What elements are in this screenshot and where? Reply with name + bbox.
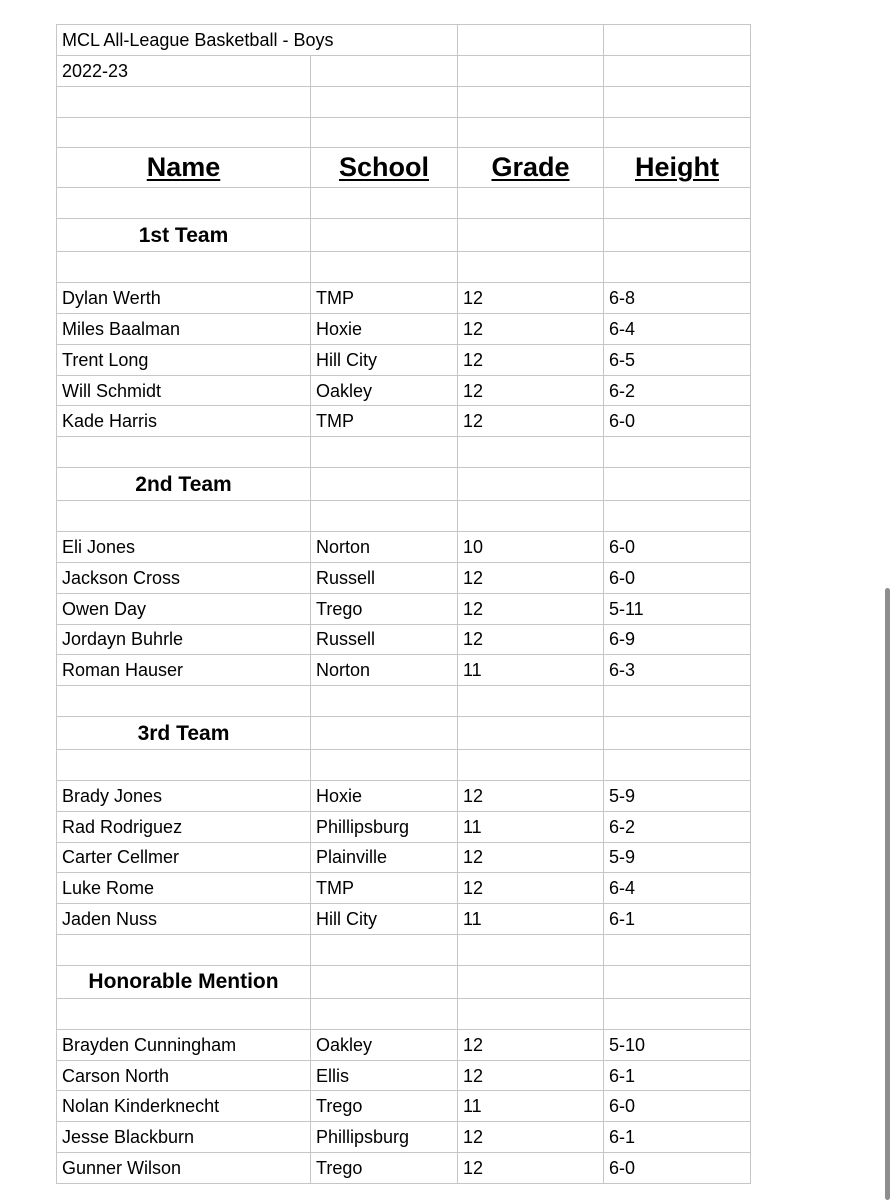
vertical-scrollbar[interactable] <box>885 588 890 1200</box>
player-grade[interactable]: 12 <box>458 1060 604 1091</box>
cell[interactable] <box>458 686 604 717</box>
player-name[interactable]: Gunner Wilson <box>57 1153 311 1184</box>
cell[interactable] <box>311 117 458 148</box>
sheet-title[interactable]: MCL All-League Basketball - Boys <box>57 25 458 56</box>
cell[interactable] <box>311 750 458 781</box>
player-row <box>57 531 751 562</box>
cell[interactable] <box>311 501 458 532</box>
title-row <box>57 25 751 56</box>
team-sections <box>57 188 751 1184</box>
cell[interactable] <box>57 686 311 717</box>
player-height[interactable]: 6-0 <box>604 406 751 437</box>
empty-row <box>57 501 751 532</box>
player-name[interactable]: Roman Hauser <box>57 655 311 686</box>
season-label[interactable]: 2022-23 <box>57 55 311 86</box>
cell[interactable] <box>458 965 604 998</box>
player-grade[interactable]: 12 <box>458 593 604 624</box>
player-school[interactable]: Norton <box>311 531 458 562</box>
spreadsheet-table <box>56 24 751 1184</box>
section-title[interactable]: 1st Team <box>57 219 311 252</box>
empty-row <box>57 188 751 219</box>
player-grade[interactable]: 12 <box>458 842 604 873</box>
player-row <box>57 1029 751 1060</box>
cell[interactable] <box>458 117 604 148</box>
cell[interactable] <box>604 25 751 56</box>
player-height[interactable]: 6-3 <box>604 655 751 686</box>
player-height[interactable]: 6-2 <box>604 375 751 406</box>
header-row <box>57 148 751 188</box>
player-name[interactable]: Brayden Cunningham <box>57 1029 311 1060</box>
cell[interactable] <box>311 188 458 219</box>
player-school[interactable]: Oakley <box>311 1029 458 1060</box>
player-name[interactable]: Will Schmidt <box>57 375 311 406</box>
player-grade[interactable]: 12 <box>458 1122 604 1153</box>
player-row <box>57 624 751 655</box>
player-grade[interactable]: 12 <box>458 1153 604 1184</box>
player-height[interactable]: 6-1 <box>604 1122 751 1153</box>
section-title[interactable]: 2nd Team <box>57 468 311 501</box>
player-height[interactable]: 5-9 <box>604 780 751 811</box>
player-school[interactable]: Hill City <box>311 904 458 935</box>
cell[interactable] <box>458 998 604 1029</box>
player-height[interactable]: 6-2 <box>604 811 751 842</box>
player-row <box>57 562 751 593</box>
player-name[interactable]: Luke Rome <box>57 873 311 904</box>
player-grade[interactable]: 12 <box>458 375 604 406</box>
player-height[interactable]: 5-10 <box>604 1029 751 1060</box>
section-row <box>57 965 751 998</box>
player-school[interactable]: Phillipsburg <box>311 1122 458 1153</box>
cell[interactable] <box>604 468 751 501</box>
empty-row <box>57 437 751 468</box>
player-school[interactable]: Trego <box>311 1091 458 1122</box>
cell[interactable] <box>311 965 458 998</box>
cell[interactable] <box>311 219 458 252</box>
cell[interactable] <box>604 219 751 252</box>
cell[interactable] <box>458 86 604 117</box>
player-name[interactable]: Jackson Cross <box>57 562 311 593</box>
player-height[interactable]: 6-1 <box>604 904 751 935</box>
player-height[interactable]: 6-9 <box>604 624 751 655</box>
player-height[interactable]: 6-0 <box>604 562 751 593</box>
season-row <box>57 55 751 86</box>
cell[interactable] <box>311 468 458 501</box>
section-row <box>57 717 751 750</box>
cell[interactable] <box>604 750 751 781</box>
player-grade[interactable]: 11 <box>458 904 604 935</box>
player-school[interactable]: TMP <box>311 873 458 904</box>
cell[interactable] <box>604 717 751 750</box>
cell[interactable] <box>604 437 751 468</box>
player-name[interactable]: Brady Jones <box>57 780 311 811</box>
cell[interactable] <box>604 501 751 532</box>
player-school[interactable]: Plainville <box>311 842 458 873</box>
cell[interactable] <box>604 935 751 966</box>
cell[interactable] <box>311 717 458 750</box>
player-name[interactable]: Jordayn Buhrle <box>57 624 311 655</box>
player-height[interactable]: 6-4 <box>604 873 751 904</box>
player-name[interactable]: Nolan Kinderknecht <box>57 1091 311 1122</box>
cell[interactable] <box>458 25 604 56</box>
player-name[interactable]: Carter Cellmer <box>57 842 311 873</box>
cell[interactable] <box>604 86 751 117</box>
header-school[interactable]: School <box>311 148 458 188</box>
player-school[interactable]: Norton <box>311 655 458 686</box>
cell[interactable] <box>604 965 751 998</box>
player-grade[interactable]: 12 <box>458 562 604 593</box>
cell[interactable] <box>604 117 751 148</box>
player-row <box>57 313 751 344</box>
empty-row <box>57 750 751 781</box>
player-school[interactable]: Russell <box>311 562 458 593</box>
player-height[interactable]: 6-0 <box>604 1091 751 1122</box>
player-school[interactable]: Russell <box>311 624 458 655</box>
header-height[interactable]: Height <box>604 148 751 188</box>
cell[interactable] <box>458 188 604 219</box>
player-name[interactable]: Eli Jones <box>57 531 311 562</box>
player-grade[interactable]: 11 <box>458 811 604 842</box>
player-name[interactable]: Dylan Werth <box>57 283 311 314</box>
player-height[interactable]: 6-5 <box>604 344 751 375</box>
player-name[interactable]: Kade Harris <box>57 406 311 437</box>
player-row <box>57 344 751 375</box>
player-grade[interactable]: 11 <box>458 1091 604 1122</box>
cell[interactable] <box>57 252 311 283</box>
cell[interactable] <box>311 55 458 86</box>
player-height[interactable]: 5-11 <box>604 593 751 624</box>
player-school[interactable]: Phillipsburg <box>311 811 458 842</box>
section-title[interactable]: Honorable Mention <box>57 965 311 998</box>
player-height[interactable]: 6-0 <box>604 531 751 562</box>
player-height[interactable]: 6-8 <box>604 283 751 314</box>
header-name[interactable]: Name <box>57 148 311 188</box>
player-row <box>57 593 751 624</box>
cell[interactable] <box>458 468 604 501</box>
empty-row <box>57 935 751 966</box>
player-name[interactable]: Jesse Blackburn <box>57 1122 311 1153</box>
cell[interactable] <box>311 437 458 468</box>
cell[interactable] <box>458 219 604 252</box>
cell[interactable] <box>604 998 751 1029</box>
cell[interactable] <box>311 86 458 117</box>
header-grade[interactable]: Grade <box>458 148 604 188</box>
player-grade[interactable]: 12 <box>458 344 604 375</box>
player-row <box>57 1091 751 1122</box>
cell[interactable] <box>57 86 311 117</box>
player-school[interactable]: Hoxie <box>311 313 458 344</box>
player-name[interactable]: Rad Rodriguez <box>57 811 311 842</box>
cell[interactable] <box>311 686 458 717</box>
player-height[interactable]: 6-0 <box>604 1153 751 1184</box>
empty-row <box>57 117 751 148</box>
cell[interactable] <box>57 117 311 148</box>
player-grade[interactable]: 10 <box>458 531 604 562</box>
player-row <box>57 1153 751 1184</box>
player-grade[interactable]: 12 <box>458 873 604 904</box>
player-row <box>57 873 751 904</box>
player-height[interactable]: 5-9 <box>604 842 751 873</box>
cell[interactable] <box>311 998 458 1029</box>
cell[interactable] <box>604 55 751 86</box>
empty-row <box>57 86 751 117</box>
player-school[interactable]: Ellis <box>311 1060 458 1091</box>
player-grade[interactable]: 12 <box>458 1029 604 1060</box>
player-row <box>57 1122 751 1153</box>
player-grade[interactable]: 12 <box>458 283 604 314</box>
empty-row <box>57 998 751 1029</box>
cell[interactable] <box>57 501 311 532</box>
cell[interactable] <box>57 935 311 966</box>
player-school[interactable]: Trego <box>311 1153 458 1184</box>
cell[interactable] <box>57 750 311 781</box>
section-title[interactable]: 3rd Team <box>57 717 311 750</box>
player-height[interactable]: 6-1 <box>604 1060 751 1091</box>
cell[interactable] <box>311 935 458 966</box>
player-height[interactable]: 6-4 <box>604 313 751 344</box>
player-grade[interactable]: 12 <box>458 624 604 655</box>
player-school[interactable]: TMP <box>311 406 458 437</box>
player-row <box>57 780 751 811</box>
player-row <box>57 375 751 406</box>
player-row <box>57 904 751 935</box>
player-name[interactable]: Jaden Nuss <box>57 904 311 935</box>
cell[interactable] <box>458 717 604 750</box>
cell[interactable] <box>458 750 604 781</box>
player-grade[interactable]: 12 <box>458 780 604 811</box>
player-grade[interactable]: 11 <box>458 655 604 686</box>
section-row <box>57 468 751 501</box>
player-grade[interactable]: 12 <box>458 313 604 344</box>
cell[interactable] <box>458 437 604 468</box>
player-school[interactable]: Trego <box>311 593 458 624</box>
cell[interactable] <box>604 188 751 219</box>
player-school[interactable]: Oakley <box>311 375 458 406</box>
player-school[interactable]: TMP <box>311 283 458 314</box>
player-name[interactable]: Owen Day <box>57 593 311 624</box>
cell[interactable] <box>604 686 751 717</box>
cell[interactable] <box>57 188 311 219</box>
player-row <box>57 811 751 842</box>
empty-row <box>57 252 751 283</box>
player-row <box>57 406 751 437</box>
section-row <box>57 219 751 252</box>
player-row <box>57 1060 751 1091</box>
player-name[interactable]: Carson North <box>57 1060 311 1091</box>
player-name[interactable]: Trent Long <box>57 344 311 375</box>
cell[interactable] <box>57 437 311 468</box>
player-row <box>57 655 751 686</box>
player-name[interactable]: Miles Baalman <box>57 313 311 344</box>
player-row <box>57 283 751 314</box>
cell[interactable] <box>458 252 604 283</box>
cell[interactable] <box>57 998 311 1029</box>
cell[interactable] <box>311 252 458 283</box>
cell[interactable] <box>458 501 604 532</box>
player-grade[interactable]: 12 <box>458 406 604 437</box>
player-school[interactable]: Hill City <box>311 344 458 375</box>
empty-row <box>57 686 751 717</box>
cell[interactable] <box>458 935 604 966</box>
player-school[interactable]: Hoxie <box>311 780 458 811</box>
cell[interactable] <box>458 55 604 86</box>
cell[interactable] <box>604 252 751 283</box>
player-row <box>57 842 751 873</box>
